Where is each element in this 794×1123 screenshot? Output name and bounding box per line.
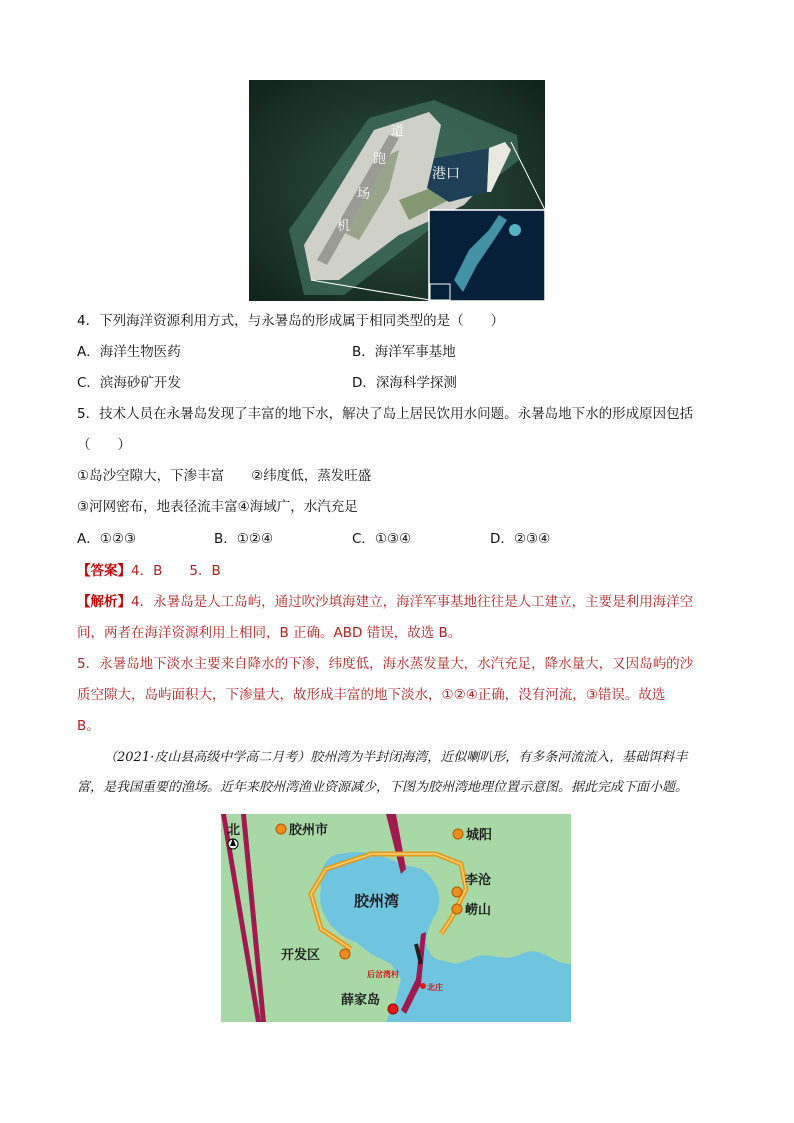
q4-option-b: B．海洋军事基地 <box>352 344 456 360</box>
answer-line <box>77 561 221 581</box>
north-label: 北 <box>227 823 241 838</box>
place-xuejiadao: 薛家岛 <box>341 993 381 1008</box>
q5-statement-2: ③河网密布，地表径流丰富④海域广，水汽充足 <box>77 499 358 515</box>
analysis-p2-line2: 质空隙大，岛屿面积大，下渗量大，故形成丰富的地下淡水，①②④正确，没有河流，③错误。故选 <box>77 687 666 703</box>
place-beizhuang: 北庄 <box>427 983 443 992</box>
q5-option-a: A．①②③ <box>77 531 137 547</box>
q5-option-b: B．①②④ <box>214 531 274 547</box>
label-dao: 道 <box>391 124 405 139</box>
q5-statement-1: ①岛沙空隙大，下渗丰富 ②纬度低，蒸发旺盛 <box>77 468 372 484</box>
analysis-p2-line1: 5．永暑岛地下淡水主要来自降水的下渗，纬度低，海水蒸发量大，水汽充足，降水量大，又因岛屿的沙 <box>77 656 694 672</box>
q4-option-a: A．海洋生物医药 <box>77 344 181 360</box>
label-chang: 场 <box>357 187 371 202</box>
satellite-image <box>249 80 545 301</box>
answer-text: 4．B 5．B <box>131 563 221 579</box>
jiaozhou-bay-map <box>221 814 571 1022</box>
analysis-p1-line2: 间，两者在海洋资源利用上相同，B 正确。ABD 错误，故选 B。 <box>77 625 462 641</box>
q5-option-d: D．②③④ <box>490 531 551 547</box>
passage-line-1: （2021·皮山县高级中学高二月考）胶州湾为半封闭海湾，近似喇叭形，有多条河流流入，基础饵料丰 <box>104 750 688 765</box>
q4-option-d: D．深海科学探测 <box>352 375 457 391</box>
question-5-stem-cont: （ ） <box>77 437 131 453</box>
q5-option-c: C．①③④ <box>352 531 412 547</box>
analysis-line-1 <box>77 592 693 612</box>
place-kaifaqu: 开发区 <box>281 948 321 963</box>
label-ji: 机 <box>337 219 351 234</box>
analysis-tag: 【解析】 <box>77 594 131 610</box>
answer-tag: 【答案】 <box>77 563 131 579</box>
north-arrow-icon <box>227 823 240 849</box>
port-label: 港口 <box>432 166 460 182</box>
question-4-stem: 4．下列海洋资源利用方式，与永暑岛的形成属于相同类型的是（ ） <box>77 313 505 329</box>
place-licang: 李沧 <box>465 873 492 888</box>
q4-option-c: C．滨海砂矿开发 <box>77 375 181 391</box>
analysis-p1-line1: 4．永暑岛是人工岛屿，通过吹沙填海建立，海洋军事基地往往是人工建立，主要是利用海洋空 <box>131 594 694 610</box>
place-chengyang: 城阳 <box>466 828 493 843</box>
place-houchawancun: 后岔湾村 <box>367 970 399 979</box>
place-laoshan: 崂山 <box>465 903 492 918</box>
passage-line-2: 富，是我国重要的渔场。近年来胶州湾渔业资源减少，下图为胶州湾地理位置示意图。据此完成下面小题。 <box>77 780 689 795</box>
label-pao: 跑 <box>373 152 387 167</box>
bay-label: 胶州湾 <box>354 892 400 910</box>
question-5-stem: 5．技术人员在永暑岛发现了丰富的地下水，解决了岛上居民饮用水问题。永暑岛地下水的形成原因包括 <box>77 406 694 422</box>
analysis-p2-line3: B。 <box>77 718 100 734</box>
place-jiaozhou-city: 胶州市 <box>289 823 329 838</box>
